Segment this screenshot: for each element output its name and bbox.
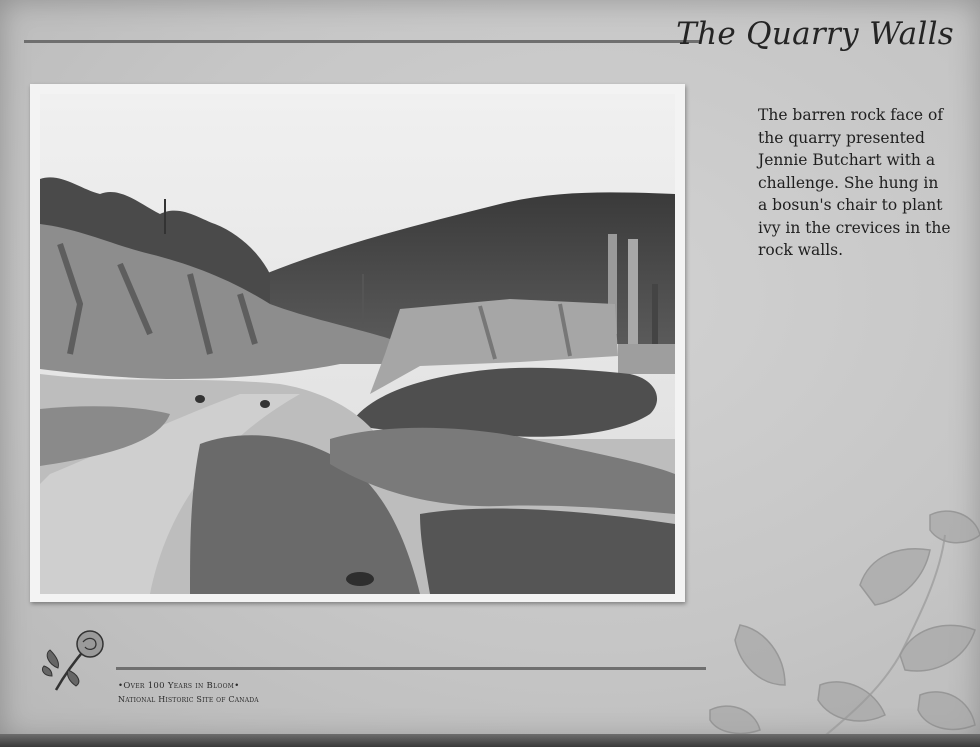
ivy-leaves-decoration [700,505,980,740]
body-line: The barren rock face of [758,106,944,124]
tagline: •Over 100 Years in Bloom• [118,681,240,691]
body-line: Jennie Butchart with a [758,151,936,169]
sign-body-text [758,104,958,262]
body-line: ivy in the crevices in the [758,218,951,237]
body-line: rock walls. [758,241,844,259]
sign-title: The Quarry Walls [676,16,954,52]
top-rule [24,40,700,43]
rose-icon [38,624,110,694]
body-line: the quarry presented [758,128,925,147]
historic-photo-frame [30,84,685,602]
designation: National Historic Site of Canada [118,695,259,704]
sign-frame-bottom [0,734,980,747]
body-line: a bosun's chair to plant [758,196,943,214]
historic-quarry-photo [40,94,675,594]
body-line: challenge. She hung in [758,173,939,192]
bottom-rule [116,667,706,670]
